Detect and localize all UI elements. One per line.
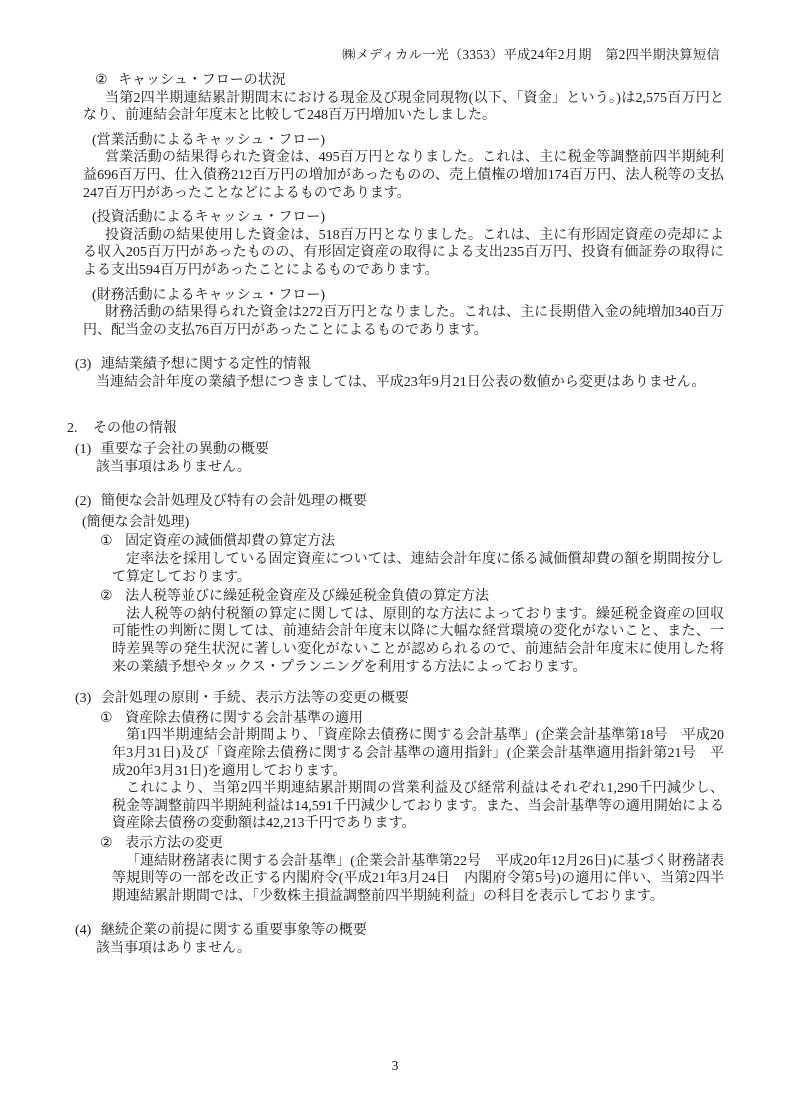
asset-retirement-item-title: 資産除去債務に関する会計基準の適用 [125, 710, 364, 726]
going-concern-subsection-heading [67, 922, 724, 940]
accounting-changes-subsection-heading [67, 690, 724, 708]
presentation-change-item-title: 表示方法の変更 [125, 835, 224, 851]
income-tax-item-number: ② [100, 589, 113, 605]
presentation-change-item-heading [67, 835, 724, 853]
depreciation-item-title: 固定資産の減価償却費の算定方法 [125, 534, 336, 550]
other-info-section-heading [67, 420, 724, 438]
simplified-accounting-heading-number: (2) [75, 494, 92, 510]
income-tax-item-paragraph: 法人税等の納付税額の算定に関しては、原則的な方法によっております。繰延税金資産の回収可能性の判断に関しては、前連結会計年度末以降に大幅な経営環境の変化がないこと、また、一時差異等の発生状況に著しい変化がないことが認められるので、前連結会計年度末に使用した将来の業績予想やタックス・プランニングを利用する方法によっております。 [112, 606, 724, 675]
financing-cash-flow-paragraph: 財務活動の結果得られた資金は272百万円となりました。これは、主に長期借入金の純増加340百万円、配当金の支払76百万円があったことによるものであります。 [83, 305, 724, 338]
income-tax-item-heading [67, 588, 724, 606]
income-tax-item-title: 法人税等並びに繰延税金資産及び繰延税金負債の算定方法 [125, 589, 490, 605]
depreciation-item-paragraph: 定率法を採用している固定資産については、連結会計年度に係る減価償却費の額を期間按分して算定しております。 [112, 552, 724, 585]
going-concern-heading-title: 継続企業の前提に関する重要事象等の概要 [100, 923, 367, 939]
forecast-heading-title: 連結業績予想に関する定性的情報 [100, 357, 311, 373]
simplified-accounting-group-label: (簡便な会計処理) [82, 514, 190, 530]
financing-cash-flow-label: (財務活動によるキャッシュ・フロー) [92, 287, 326, 303]
cash-flow-heading-title: キャッシュ・フローの状況 [118, 73, 286, 88]
operating-cash-flow-label: (営業活動によるキャッシュ・フロー) [92, 132, 326, 148]
forecast-paragraph: 当連結会計年度の業績予想につきましては、平成23年9月21日公表の数値から変更はありません。 [96, 374, 706, 390]
forecast-heading-number: (3) [75, 357, 92, 373]
presentation-change-paragraph: 「連結財務諸表に関する会計基準」(企業会計基準第22号 平成20年12月26日)に基づく財務諸表等規則等の一部を改正する内閣府令(平成21年3月24日 内閣府令第5号)の適用に伴い、当第2四半期連結累計期間では、「少数株主損益調整前四半期純利益」の科目を表示しております。 [112, 853, 724, 904]
page-header-title: ㈱メディカル一光（3353）平成24年2月期 第2四半期決算短信 [342, 47, 720, 62]
cash-flow-section-heading [67, 72, 724, 90]
other-info-heading-number: 2. [67, 420, 78, 436]
page-number: 3 [391, 1058, 399, 1073]
investing-cash-flow-label: (投資活動によるキャッシュ・フロー) [92, 210, 326, 226]
simplified-accounting-subsection-heading [67, 493, 724, 511]
depreciation-item-heading [67, 533, 724, 551]
other-info-heading-title: その他の情報 [93, 420, 177, 436]
accounting-changes-heading-title: 会計処理の原則・手続、表示方法等の変更の概要 [100, 691, 409, 707]
going-concern-heading-number: (4) [75, 923, 92, 939]
asset-retirement-item-heading [67, 710, 724, 728]
accounting-changes-heading-number: (3) [75, 691, 92, 707]
cash-flow-intro-paragraph: 当第2四半期連結累計期間末における現金及び現金同現物(以下、「資金」という。)は2,575百万円となり、前連結会計年度末と比較して248百万円増加いたしました。 [83, 90, 724, 124]
presentation-change-item-number: ② [100, 835, 113, 851]
subsidiaries-paragraph: 該当事項はありません。 [96, 459, 251, 475]
asset-retirement-paragraph-2: これにより、当第2四半期連結累計期間の営業利益及び経常利益はそれぞれ1,290千円減少し、税金等調整前四半期純利益は14,591千円減少しております。また、当会計基準等の適用開始による資産除去債務の変動額は42,213千円であります。 [112, 781, 724, 832]
cash-flow-heading-number: ② [95, 73, 108, 88]
investing-cash-flow-paragraph: 投資活動の結果使用した資金は、518百万円となりました。これは、主に有形固定資産の売却による収入205百万円があったものの、有形固定資産の取得による支出235百万円、投資有価証券の取得による支出594百万円があったことによるものであります。 [83, 227, 724, 278]
depreciation-item-number: ① [100, 534, 113, 550]
subsidiaries-subsection-heading [67, 441, 724, 459]
asset-retirement-item-number: ① [100, 710, 113, 726]
going-concern-paragraph: 該当事項はありません。 [96, 940, 251, 956]
subsidiaries-heading-title: 重要な子会社の異動の概要 [100, 442, 269, 458]
operating-cash-flow-paragraph: 営業活動の結果得られた資金は、495百万円となりました。これは、主に税金等調整前四半期純利益696百万円、仕入債務212百万円の増加があったものの、売上債権の増加174百万円、法人税等の支払247百万円があったことなどによるものであります。 [83, 150, 724, 201]
forecast-section-heading [67, 356, 724, 374]
document-body [67, 72, 724, 958]
simplified-accounting-heading-title: 簡便な会計処理及び特有の会計処理の概要 [100, 494, 367, 510]
asset-retirement-paragraph-1: 第1四半期連結会計期間より、「資産除去債務に関する会計基準」(企業会計基準第18号 平成20年3月31日)及び「資産除去債務に関する会計基準の適用指針」(企業会計基準適用指針第21号 平成20年3月31日)を適用しております。 [112, 728, 724, 779]
subsidiaries-heading-number: (1) [75, 442, 92, 458]
